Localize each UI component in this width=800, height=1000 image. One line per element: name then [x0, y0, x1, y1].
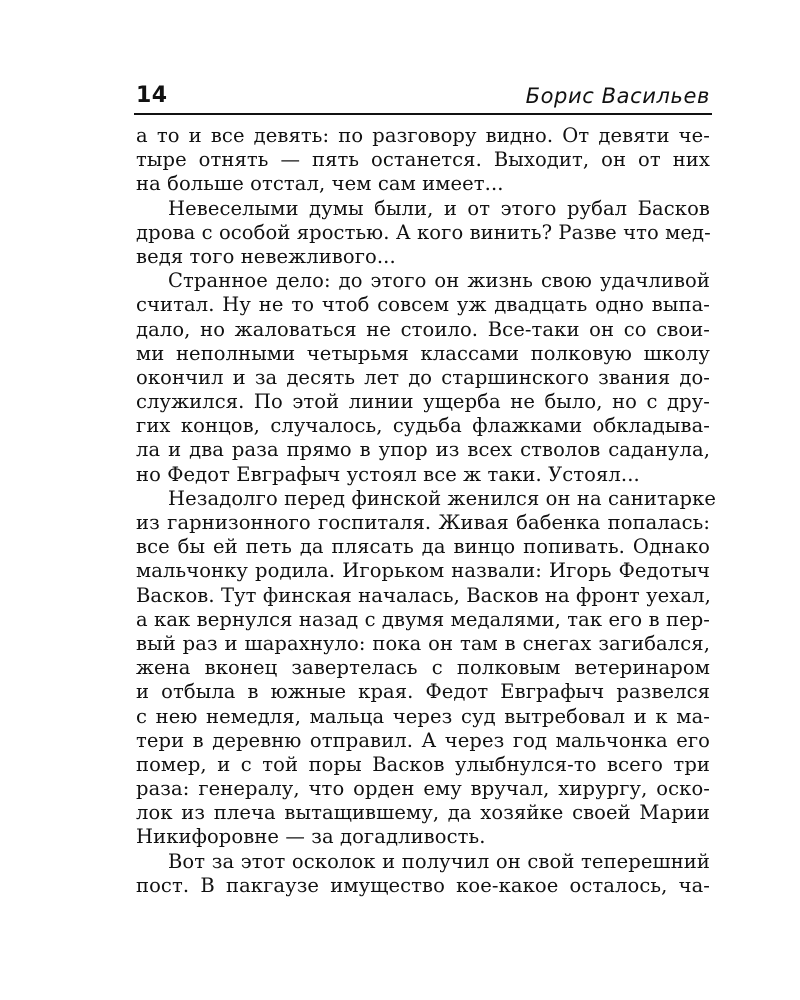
text-line: ла и два раза прямо в упор из всех стволов саданула,: [136, 438, 710, 462]
text-line: окончил и за десять лет до старшинского звания до-: [136, 365, 710, 389]
text-line: гих концов, случалось, судьба флажками обкладыва-: [136, 414, 710, 438]
text-line: лок из плеча вытащившему, да хозяйке своей Марии: [136, 801, 710, 825]
text-line: помер, и с той поры Васков улыбнулся-то всего три: [136, 752, 710, 776]
text-line: служился. По этой линии ущерба не было, но с дру-: [136, 390, 710, 414]
text-line: ведя того невежливого...: [136, 244, 396, 268]
text-line: Странное дело: до этого он жизнь свою удачливой: [168, 269, 710, 293]
header-rule: [134, 113, 712, 115]
text-line: все бы ей петь да плясать да винцо попивать. Однако: [136, 535, 710, 559]
text-line: раза: генералу, что орден ему вручал, хирургу, оско-: [136, 777, 710, 801]
text-line: ми неполными четырьмя классами полковую школу: [136, 341, 710, 365]
paragraph: [136, 197, 710, 270]
text-line: мальчонку родила. Игорьком назвали: Игорь Федотыч: [136, 559, 710, 583]
text-line: а то и все девять: по разговору видно. От девяти че-: [136, 124, 710, 147]
text-line: пост. В пакгаузе имущество кое-какое осталось, ча-: [136, 873, 710, 897]
text-line: Невеселыми думы были, и от этого рубал Басков: [168, 196, 710, 220]
text-line: но Федот Евграфыч устоял все ж таки. Устоял...: [136, 462, 640, 486]
text-line: дало, но жаловаться не стоило. Все-таки он со свои-: [136, 317, 710, 341]
text-line: вый раз и шарахнуло: пока он там в снегах загибался,: [136, 631, 710, 655]
page-header: [136, 82, 710, 112]
text-line: Незадолго перед финской женился он на санитарке: [168, 486, 717, 510]
paragraph: [136, 124, 710, 197]
text-line: тыре отнять — пять останется. Выходит, он от них: [136, 148, 710, 172]
text-line: на больше отстал, чем сам имеет...: [136, 172, 504, 196]
text-line: Васков. Тут финская началась, Васков на фронт уехал,: [136, 583, 711, 607]
text-line: из гарнизонного госпиталя. Живая бабенка попалась:: [136, 511, 710, 534]
body-text: [136, 124, 717, 898]
text-line: жена вконец завертелась с полковым ветеринаром: [136, 656, 710, 680]
text-line: и отбыла в южные края. Федот Евграфыч развелся: [136, 680, 710, 704]
paragraph: [136, 850, 710, 898]
running-head-author: Борис Васильев: [525, 84, 710, 108]
text-line: с нею немедля, мальца через суд вытребовал и к ма-: [136, 704, 710, 728]
text-line: а как вернулся назад с двумя медалями, так его в пер-: [136, 607, 710, 631]
text-line: Никифоровне — за догадливость.: [136, 825, 486, 849]
page-number: 14: [136, 83, 168, 108]
text-line: дрова с особой яростью. А кого винить? Разве что мед-: [136, 220, 711, 244]
paragraph: [136, 269, 710, 487]
text-line: Вот за этот осколок и получил он свой теперешний: [168, 849, 710, 873]
text-line: считал. Ну не то чтоб совсем уж двадцать одно выпа-: [136, 293, 710, 317]
text-line: тери в деревню отправил. А через год мальчонка его: [136, 728, 710, 752]
paragraph: [136, 486, 717, 850]
